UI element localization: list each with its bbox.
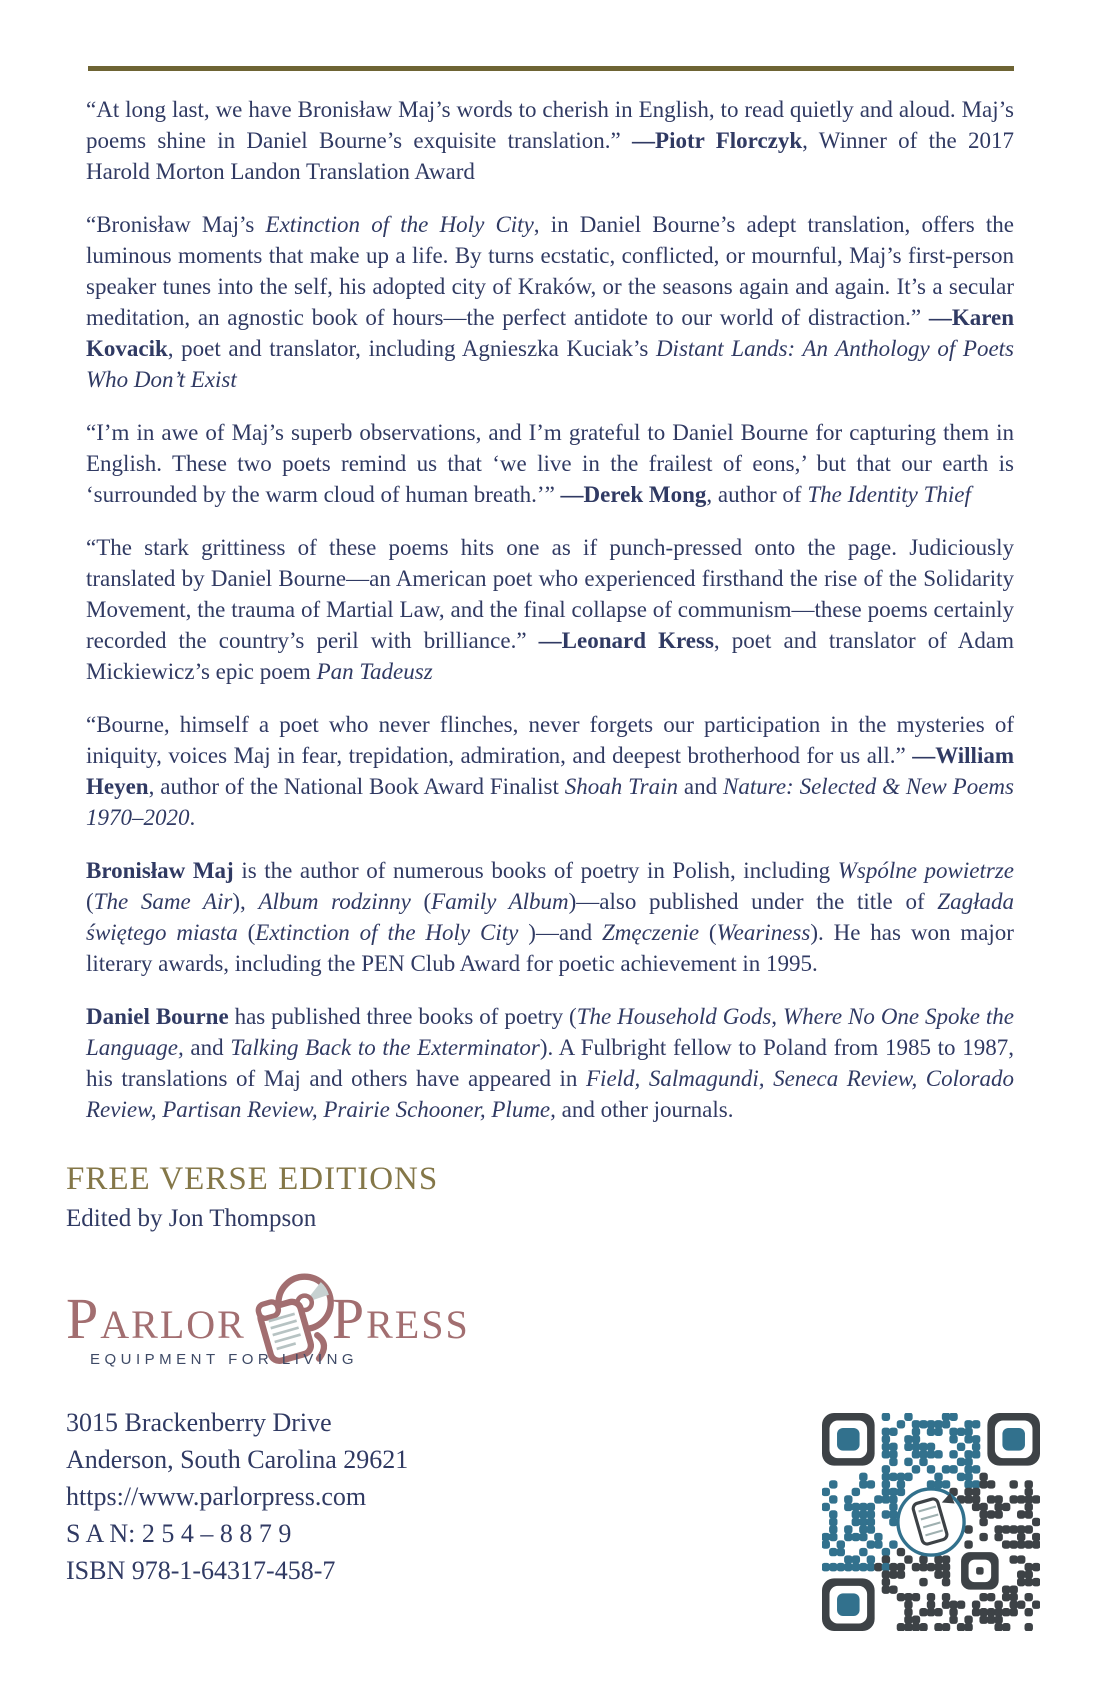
blurb-leonard-kress: “The stark grittiness of these poems hits one as if punch-pressed onto the page. Judiciously translated by Daniel Bourne—an American poet who experienced firsthand the rise of the Solidarity Movement, the trauma of Martial Law, and the final collapse of communism—these poems certainly recorded the country’s peril with brilliance.” —Leonard Kress, poet and translator of Adam Mickiewicz’s epic poem Pan Tadeusz: [86, 535, 1015, 684]
series-editor: Edited by Jon Thompson: [66, 1205, 317, 1232]
endorsements-section: [86, 94, 1014, 833]
qr-code: [822, 1413, 1040, 1631]
address-line-isbn: ISBN 978-1-64317-458-7: [66, 1556, 336, 1585]
bio-daniel-bourne: Daniel Bourne has published three books of poetry (The Household Gods, Where No One Spoke the Language, and Talking Back to the Exterminator). A Fulbright fellow to Poland from 1985 to 1987, his translations of Maj and others have appeared in Field, Salmagundi, Seneca Review, Colorado Review, Partisan Review, Prairie Schooner, Plume, and other journals.: [86, 1004, 1014, 1122]
logo-word-press: PRESS: [331, 1286, 470, 1351]
blurb-william-heyen: “Bourne, himself a poet who never flinches, never forgets our participation in the mysteries of iniquity, voices Maj in fear, trepidation, admiration, and deepest brotherhood for us all.” —William Heyen, author of the National Book Award Finalist Shoah Train and Nature: Selected & New Poems 1970–2020.: [86, 712, 1014, 830]
blurb-derek-mong: “I’m in awe of Maj’s superb observations, and I’m grateful to Daniel Bourne for capturing them in English. These two poets remind us that ‘we live in the frailest of eons,’ but that our earth is ‘surrounded by the warm cloud of human breath.’” —Derek Mong, author of The Identity Thief: [86, 420, 1014, 507]
address-line-street: 3015 Brackenberry Drive: [66, 1408, 332, 1437]
author-bios-section: [86, 855, 1014, 1125]
bio-bronislaw-maj: Bronisław Maj is the author of numerous books of poetry in Polish, including Wspólne powietrze (The Same Air), Album rodzinny (Family Album)—also published under the title of Zagłada świętego miasta (Extinction of the Holy City )—and Zmęczenie (Weariness). He has won major literary awards, including the PEN Club Award for poetic achievement in 1995.: [86, 858, 1015, 976]
address-line-city: Anderson, South Carolina 29621: [66, 1445, 409, 1474]
address-line-url: https://www.parlorpress.com: [66, 1482, 367, 1511]
address-line-san: S A N: 2 5 4 – 8 8 7 9: [66, 1519, 292, 1548]
publisher-tagline: EQUIPMENT FOR LIVING: [90, 1351, 359, 1368]
top-rule: [88, 66, 1014, 71]
logo-word-parlor: PARLOR: [66, 1286, 246, 1351]
blurb-piotr-florczyk: “At long last, we have Bronisław Maj’s words to cherish in English, to read quietly and aloud. Maj’s poems shine in Daniel Bourne’s exquisite translation.” —Piotr Florczyk, Winner of the 2017 Harold Morton Landon Translation Award: [86, 97, 1015, 184]
series-title: FREE VERSE EDITIONS: [66, 1161, 439, 1197]
blurb-karen-kovacik: “Bronisław Maj’s Extinction of the Holy City, in Daniel Bourne’s adept translation, offers the luminous moments that make up a life. By turns ecstatic, conflicted, or mournful, Maj’s first-person speaker tunes into the self, his adopted city of Kraków, or the seasons again and again. It’s a secular meditation, an agnostic book of hours—the perfect antidote to our world of distraction.” —Karen Kovacik, poet and translator, including Agnieszka Kuciak’s Distant Lands: An Anthology of Poets Who Don’t Exist: [86, 212, 1014, 392]
